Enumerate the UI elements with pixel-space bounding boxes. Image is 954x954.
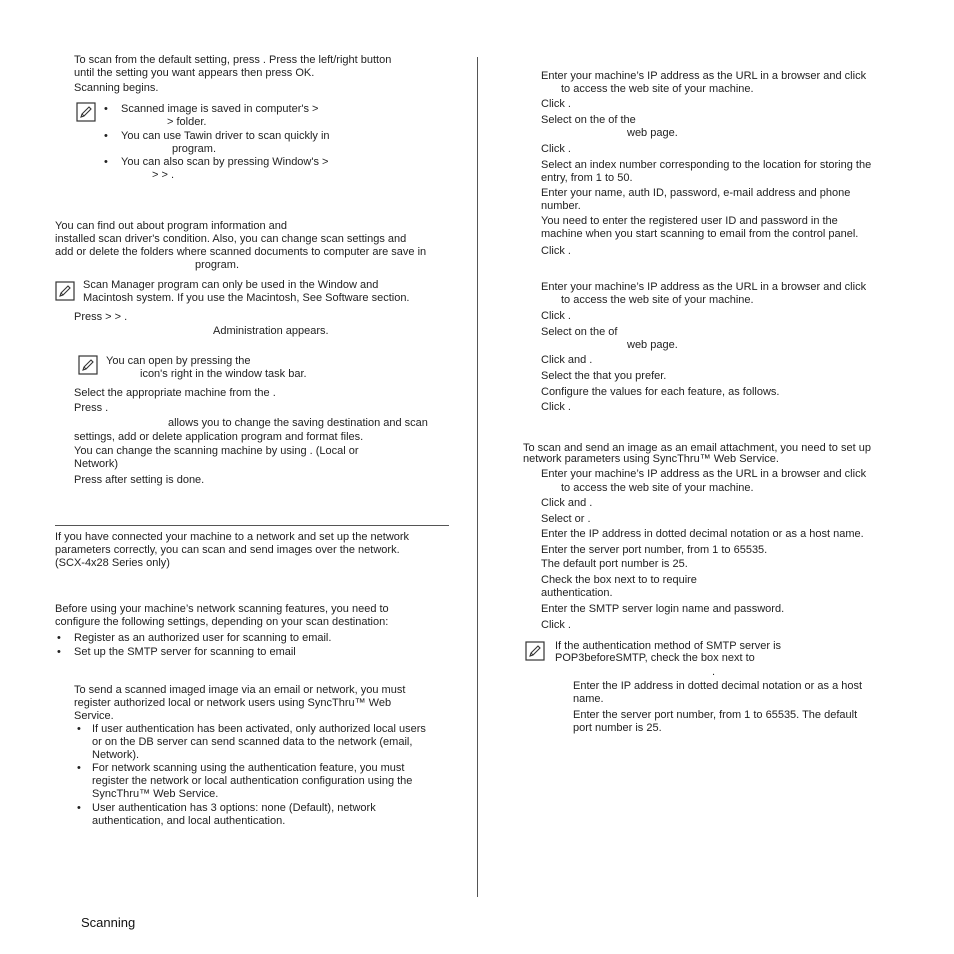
text-line: Before using your machine’s network scanning features, you need to bbox=[55, 603, 389, 615]
text-line: You can also scan by pressing Window's > bbox=[121, 156, 329, 168]
text-line: • bbox=[104, 156, 108, 168]
text-line: • bbox=[57, 646, 61, 658]
note-pencil-icon bbox=[76, 102, 96, 122]
text-line: • bbox=[77, 762, 81, 774]
text-line: Enter the server port number, from 1 to 65535. The default bbox=[573, 709, 858, 721]
text-line: Press > > . bbox=[74, 311, 128, 323]
text-line: POP3beforeSMTP, check the box next to bbox=[555, 652, 755, 664]
text-line: For network scanning using the authentication feature, you must bbox=[92, 762, 405, 774]
text-line: . bbox=[712, 666, 716, 678]
text-line: settings, add or delete application program and format files. bbox=[74, 431, 364, 443]
text-line: User authentication has 3 options: none (Default), network bbox=[92, 802, 376, 814]
text-line: Click and . bbox=[541, 354, 593, 366]
text-line: Service. bbox=[74, 710, 114, 722]
text-line: Enter the IP address in dotted decimal notation or as a host name. bbox=[541, 528, 864, 540]
text-line: authentication. bbox=[541, 587, 613, 599]
text-line: Select or . bbox=[541, 513, 591, 525]
text-line: If the authentication method of SMTP server is bbox=[555, 640, 782, 652]
text-line: allows you to change the saving destination and scan bbox=[168, 417, 428, 429]
text-line: Click . bbox=[541, 245, 571, 257]
text-line: to access the web site of your machine. bbox=[561, 294, 754, 306]
text-line: Network) bbox=[74, 458, 119, 470]
text-line: Enter your name, auth ID, password, e-mail address and phone bbox=[541, 187, 851, 199]
text-line: Press . bbox=[74, 402, 109, 414]
text-line: Press after setting is done. bbox=[74, 474, 205, 486]
text-line: to access the web site of your machine. bbox=[561, 83, 754, 95]
column-divider bbox=[477, 57, 478, 897]
text-line: > folder. bbox=[167, 116, 207, 128]
text-line: Select on the of bbox=[541, 326, 618, 338]
text-line: machine when you start scanning to email from the control panel. bbox=[541, 228, 859, 240]
text-line: configure the following settings, depending on your scan destination: bbox=[55, 616, 389, 628]
text-line: • bbox=[77, 723, 81, 735]
text-line: or on the DB server can send scanned data to the network (email, bbox=[92, 736, 413, 748]
text-line: add or delete the folders where scanned documents to computer are save in bbox=[55, 246, 427, 258]
text-line: Configure the values for each feature, as follows. bbox=[541, 386, 780, 398]
text-line: Scanning begins. bbox=[74, 82, 159, 94]
text-line: Click . bbox=[541, 98, 571, 110]
text-line: > > . bbox=[152, 169, 175, 181]
text-line: number. bbox=[541, 200, 581, 212]
text-line: authentication, and local authentication. bbox=[92, 815, 286, 827]
text-line: entry, from 1 to 50. bbox=[541, 172, 633, 184]
text-line: Enter your machine’s IP address as the URL in a browser and click bbox=[541, 468, 867, 480]
note-pencil-icon bbox=[55, 281, 75, 301]
text-line: web page. bbox=[627, 339, 678, 351]
text-line: Register as an authorized user for scanning to email. bbox=[74, 632, 332, 644]
text-line: Scan Manager program can only be used in the Window and bbox=[83, 279, 379, 291]
text-line: SyncThru™ Web Service. bbox=[92, 788, 219, 800]
text-line: To scan and send an image as an email attachment, you need to set up bbox=[523, 442, 871, 454]
text-line: icon's right in the window task bar. bbox=[140, 368, 307, 380]
note-pencil-icon bbox=[525, 641, 545, 661]
text-line: Enter the SMTP server login name and password. bbox=[541, 603, 785, 615]
text-line: name. bbox=[573, 693, 604, 705]
text-line: Click . bbox=[541, 143, 571, 155]
text-line: You can use Tawin driver to scan quickly in bbox=[121, 130, 330, 142]
text-line: To scan from the default setting, press . Press the left/right button bbox=[74, 54, 392, 66]
text-line: Administration appears. bbox=[213, 325, 329, 337]
text-line: web page. bbox=[627, 127, 678, 139]
text-line: Enter the server port number, from 1 to 65535. bbox=[541, 544, 768, 556]
text-line: • bbox=[104, 130, 108, 142]
text-line: Select an index number corresponding to the location for storing the bbox=[541, 159, 872, 171]
text-line: Select on the of the bbox=[541, 114, 636, 126]
text-line: installed scan driver's condition. Also, you can change scan settings and bbox=[55, 233, 407, 245]
text-line: • bbox=[57, 632, 61, 644]
text-line: To send a scanned imaged image via an email or network, you must bbox=[74, 684, 406, 696]
note-pencil-icon bbox=[78, 355, 98, 375]
text-line: program. bbox=[172, 143, 217, 155]
text-line: Select the that you prefer. bbox=[541, 370, 667, 382]
text-line: register authorized local or network users using SyncThru™ Web bbox=[74, 697, 392, 709]
text-line: Check the box next to to require bbox=[541, 574, 697, 586]
text-line: You need to enter the registered user ID and password in the bbox=[541, 215, 838, 227]
footer-section-name: Scanning bbox=[81, 915, 136, 930]
text-line: You can change the scanning machine by using . (Local or bbox=[74, 445, 359, 457]
text-line: Enter your machine’s IP address as the URL in a browser and click bbox=[541, 70, 867, 82]
text-line: to access the web site of your machine. bbox=[561, 482, 754, 494]
text-line: You can find out about program information and bbox=[55, 220, 287, 232]
text-line: • bbox=[104, 103, 108, 115]
text-line: program. bbox=[195, 259, 240, 271]
text-line: If you have connected your machine to a network and set up the network bbox=[55, 531, 410, 543]
text-line: parameters correctly, you can scan and send images over the network. bbox=[55, 544, 400, 556]
text-line: network parameters using SyncThru™ Web Service. bbox=[523, 453, 779, 465]
text-line: (SCX-4x28 Series only) bbox=[55, 557, 170, 569]
text-line: Enter your machine’s IP address as the URL in a browser and click bbox=[541, 281, 867, 293]
text-line: Click and . bbox=[541, 497, 593, 509]
section-rule bbox=[55, 525, 449, 526]
text-line: Set up the SMTP server for scanning to email bbox=[74, 646, 296, 658]
text-line: The default port number is 25. bbox=[541, 558, 688, 570]
text-line: port number is 25. bbox=[573, 722, 662, 734]
text-line: You can open by pressing the bbox=[106, 355, 251, 367]
text-line: • bbox=[77, 802, 81, 814]
text-line: Select the appropriate machine from the . bbox=[74, 387, 276, 399]
text-line: register the network or local authentication configuration using the bbox=[92, 775, 413, 787]
text-line: until the setting you want appears then press OK. bbox=[74, 67, 315, 79]
text-line: Enter the IP address in dotted decimal notation or as a host bbox=[573, 680, 863, 692]
text-line: Click . bbox=[541, 401, 571, 413]
text-line: Macintosh system. If you use the Macintosh, See Software section. bbox=[83, 292, 410, 304]
text-line: Scanned image is saved in computer's > bbox=[121, 103, 319, 115]
text-line: If user authentication has been activated, only authorized local users bbox=[92, 723, 426, 735]
text-line: Network). bbox=[92, 749, 140, 761]
text-line: Click . bbox=[541, 619, 571, 631]
text-line: Click . bbox=[541, 310, 571, 322]
